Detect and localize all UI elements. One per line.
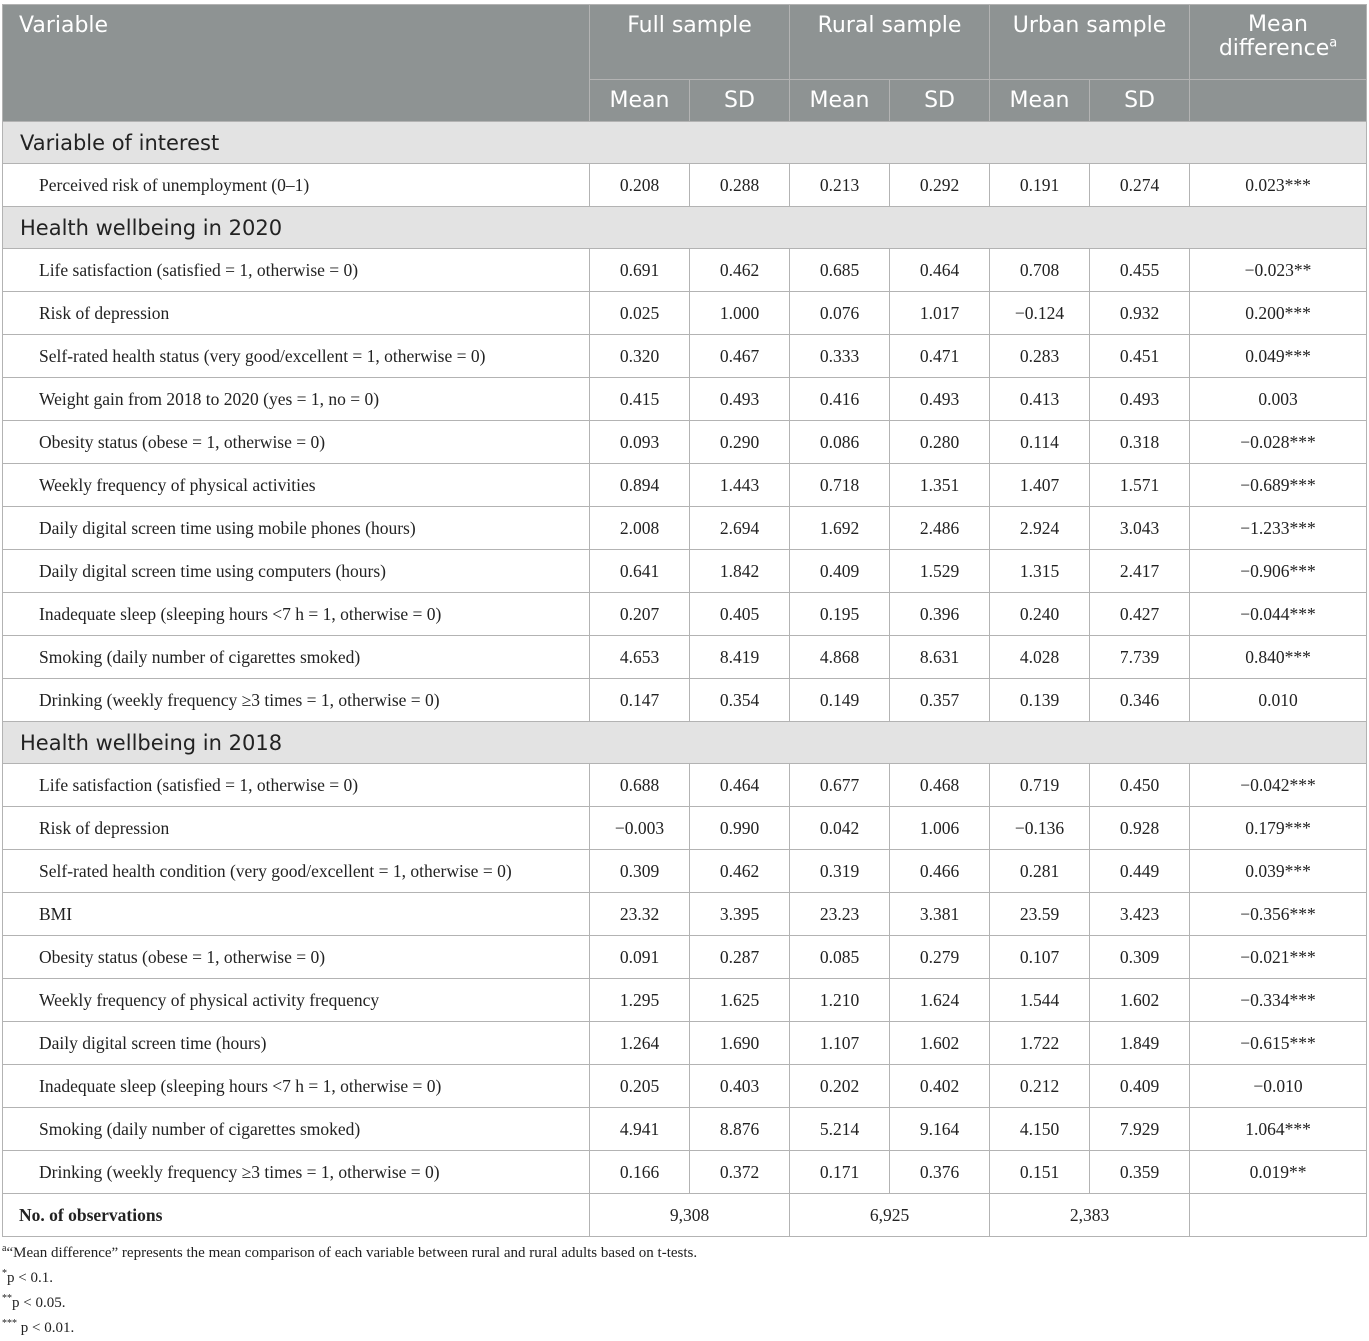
row-label: Life satisfaction (satisfied = 1, otherwise = 0) bbox=[3, 249, 590, 292]
full-sd-cell: 1.842 bbox=[690, 550, 790, 593]
full-sd-cell: 3.395 bbox=[690, 893, 790, 936]
full-sd-header: SD bbox=[690, 80, 790, 122]
row-label: Weekly frequency of physical activity frequency bbox=[3, 979, 590, 1022]
rural-sd-cell: 0.468 bbox=[890, 764, 990, 807]
mean-difference-cell: 0.840*** bbox=[1190, 636, 1367, 679]
table-row bbox=[3, 893, 1367, 936]
variable-header: Variable bbox=[3, 5, 590, 122]
row-label: Risk of depression bbox=[3, 292, 590, 335]
row-label: BMI bbox=[3, 893, 590, 936]
full-observations-cell: 9,308 bbox=[590, 1194, 790, 1237]
rural-mean-cell: 0.677 bbox=[790, 764, 890, 807]
urban-mean-cell: 0.114 bbox=[990, 421, 1090, 464]
table-body bbox=[3, 122, 1367, 1237]
full-mean-cell: 23.32 bbox=[590, 893, 690, 936]
row-label: Obesity status (obese = 1, otherwise = 0) bbox=[3, 936, 590, 979]
urban-sd-header: SD bbox=[1090, 80, 1190, 122]
full-sd-cell: 0.462 bbox=[690, 850, 790, 893]
full-mean-cell: 0.147 bbox=[590, 679, 690, 722]
rural-mean-cell: 5.214 bbox=[790, 1108, 890, 1151]
mean-difference-line2: difference bbox=[1218, 36, 1330, 61]
rural-sd-cell: 1.602 bbox=[890, 1022, 990, 1065]
urban-sd-cell: 0.928 bbox=[1090, 807, 1190, 850]
rural-sd-cell: 1.017 bbox=[890, 292, 990, 335]
mean-difference-cell: −0.356*** bbox=[1190, 893, 1367, 936]
full-mean-cell: 0.205 bbox=[590, 1065, 690, 1108]
rural-mean-cell: 0.085 bbox=[790, 936, 890, 979]
full-sample-header: Full sample bbox=[590, 5, 790, 80]
urban-sd-cell: 0.274 bbox=[1090, 164, 1190, 207]
urban-mean-cell: 0.413 bbox=[990, 378, 1090, 421]
full-mean-cell: 2.008 bbox=[590, 507, 690, 550]
section-title: Health wellbeing in 2018 bbox=[3, 722, 1367, 764]
summary-statistics-table bbox=[2, 4, 1367, 1237]
full-mean-cell: 0.025 bbox=[590, 292, 690, 335]
table-row bbox=[3, 979, 1367, 1022]
urban-mean-cell: −0.136 bbox=[990, 807, 1090, 850]
full-mean-cell: 0.309 bbox=[590, 850, 690, 893]
rural-sd-cell: 0.471 bbox=[890, 335, 990, 378]
rural-mean-cell: 0.195 bbox=[790, 593, 890, 636]
rural-mean-cell: 1.692 bbox=[790, 507, 890, 550]
mean-difference-cell: −0.023** bbox=[1190, 249, 1367, 292]
rural-mean-cell: 1.210 bbox=[790, 979, 890, 1022]
table-row bbox=[3, 421, 1367, 464]
rural-observations-cell: 6,925 bbox=[790, 1194, 990, 1237]
row-label: Self-rated health condition (very good/excellent = 1, otherwise = 0) bbox=[3, 850, 590, 893]
urban-mean-cell: 1.407 bbox=[990, 464, 1090, 507]
rural-mean-cell: 0.333 bbox=[790, 335, 890, 378]
urban-mean-cell: 0.107 bbox=[990, 936, 1090, 979]
mean-difference-cell: 0.039*** bbox=[1190, 850, 1367, 893]
urban-sd-cell: 0.309 bbox=[1090, 936, 1190, 979]
full-sd-cell: 0.354 bbox=[690, 679, 790, 722]
rural-sd-cell: 0.493 bbox=[890, 378, 990, 421]
table-row bbox=[3, 249, 1367, 292]
urban-sd-cell: 1.849 bbox=[1090, 1022, 1190, 1065]
rural-sd-cell: 0.280 bbox=[890, 421, 990, 464]
rural-sd-cell: 0.396 bbox=[890, 593, 990, 636]
footnote-text: p < 0.1. bbox=[7, 1270, 53, 1286]
row-label: Daily digital screen time (hours) bbox=[3, 1022, 590, 1065]
urban-sd-cell: 0.359 bbox=[1090, 1151, 1190, 1194]
rural-mean-cell: 0.076 bbox=[790, 292, 890, 335]
observations-row bbox=[3, 1194, 1367, 1237]
urban-mean-cell: 0.191 bbox=[990, 164, 1090, 207]
full-mean-header: Mean bbox=[590, 80, 690, 122]
urban-sd-cell: 0.318 bbox=[1090, 421, 1190, 464]
table-row bbox=[3, 807, 1367, 850]
section-title: Health wellbeing in 2020 bbox=[3, 207, 1367, 249]
urban-sd-cell: 0.455 bbox=[1090, 249, 1190, 292]
mean-difference-cell: 0.023*** bbox=[1190, 164, 1367, 207]
table-footnotes bbox=[2, 1241, 1366, 1341]
table-row bbox=[3, 636, 1367, 679]
urban-mean-cell: 4.028 bbox=[990, 636, 1090, 679]
urban-mean-cell: 1.722 bbox=[990, 1022, 1090, 1065]
rural-mean-cell: 4.868 bbox=[790, 636, 890, 679]
urban-mean-cell: 4.150 bbox=[990, 1108, 1090, 1151]
row-label: Smoking (daily number of cigarettes smoked) bbox=[3, 1108, 590, 1151]
rural-sd-cell: 9.164 bbox=[890, 1108, 990, 1151]
mean-difference-header bbox=[1190, 5, 1367, 80]
full-mean-cell: 0.691 bbox=[590, 249, 690, 292]
table-row bbox=[3, 593, 1367, 636]
footnote bbox=[2, 1241, 1366, 1266]
urban-sample-header: Urban sample bbox=[990, 5, 1190, 80]
rural-mean-cell: 0.319 bbox=[790, 850, 890, 893]
urban-mean-cell: 2.924 bbox=[990, 507, 1090, 550]
table-row bbox=[3, 550, 1367, 593]
table-row bbox=[3, 507, 1367, 550]
full-mean-cell: 0.207 bbox=[590, 593, 690, 636]
urban-sd-cell: 7.929 bbox=[1090, 1108, 1190, 1151]
table-row bbox=[3, 1065, 1367, 1108]
urban-sd-cell: 3.423 bbox=[1090, 893, 1190, 936]
full-mean-cell: 0.166 bbox=[590, 1151, 690, 1194]
footnote-mark: ** bbox=[2, 1293, 12, 1304]
table-row bbox=[3, 1151, 1367, 1194]
section-header-row bbox=[3, 722, 1367, 764]
rural-sd-cell: 8.631 bbox=[890, 636, 990, 679]
mean-difference-footnote-mark: a bbox=[1329, 35, 1338, 51]
mean-difference-subheader bbox=[1190, 80, 1367, 122]
full-mean-cell: 0.894 bbox=[590, 464, 690, 507]
full-sd-cell: 1.000 bbox=[690, 292, 790, 335]
rural-sd-cell: 3.381 bbox=[890, 893, 990, 936]
urban-sd-cell: 0.427 bbox=[1090, 593, 1190, 636]
full-sd-cell: 0.290 bbox=[690, 421, 790, 464]
urban-sd-cell: 1.571 bbox=[1090, 464, 1190, 507]
mean-difference-cell: −0.906*** bbox=[1190, 550, 1367, 593]
rural-sd-header: SD bbox=[890, 80, 990, 122]
urban-sd-cell: 2.417 bbox=[1090, 550, 1190, 593]
full-sd-cell: 1.443 bbox=[690, 464, 790, 507]
full-mean-cell: 1.264 bbox=[590, 1022, 690, 1065]
mean-difference-cell: 0.049*** bbox=[1190, 335, 1367, 378]
footnote bbox=[2, 1266, 1366, 1291]
full-sd-cell: 0.403 bbox=[690, 1065, 790, 1108]
urban-sd-cell: 3.043 bbox=[1090, 507, 1190, 550]
row-label: Weekly frequency of physical activities bbox=[3, 464, 590, 507]
full-sd-cell: 0.464 bbox=[690, 764, 790, 807]
footnote-text: p < 0.01. bbox=[17, 1320, 75, 1336]
mean-difference-cell: 0.010 bbox=[1190, 679, 1367, 722]
urban-mean-cell: 0.151 bbox=[990, 1151, 1090, 1194]
full-mean-cell: 0.093 bbox=[590, 421, 690, 464]
rural-mean-cell: 0.149 bbox=[790, 679, 890, 722]
rural-sd-cell: 1.351 bbox=[890, 464, 990, 507]
rural-sd-cell: 0.279 bbox=[890, 936, 990, 979]
rural-mean-cell: 0.202 bbox=[790, 1065, 890, 1108]
observations-label: No. of observations bbox=[3, 1194, 590, 1237]
urban-mean-cell: 0.212 bbox=[990, 1065, 1090, 1108]
rural-sd-cell: 0.402 bbox=[890, 1065, 990, 1108]
table-row bbox=[3, 378, 1367, 421]
mean-difference-cell: 0.179*** bbox=[1190, 807, 1367, 850]
full-mean-cell: 0.641 bbox=[590, 550, 690, 593]
urban-observations-cell: 2,383 bbox=[990, 1194, 1190, 1237]
observations-blank-cell bbox=[1190, 1194, 1367, 1237]
row-label: Inadequate sleep (sleeping hours <7 h = 1, otherwise = 0) bbox=[3, 593, 590, 636]
mean-difference-cell: −0.021*** bbox=[1190, 936, 1367, 979]
urban-mean-cell: 0.281 bbox=[990, 850, 1090, 893]
full-sd-cell: 8.419 bbox=[690, 636, 790, 679]
mean-difference-line1: Mean bbox=[1248, 12, 1308, 37]
urban-mean-cell: 1.544 bbox=[990, 979, 1090, 1022]
table-row bbox=[3, 1022, 1367, 1065]
rural-sample-header: Rural sample bbox=[790, 5, 990, 80]
full-sd-cell: 0.372 bbox=[690, 1151, 790, 1194]
urban-sd-cell: 0.409 bbox=[1090, 1065, 1190, 1108]
section-header-row bbox=[3, 122, 1367, 164]
full-sd-cell: 2.694 bbox=[690, 507, 790, 550]
table-row bbox=[3, 164, 1367, 207]
table-row bbox=[3, 764, 1367, 807]
urban-sd-cell: 0.932 bbox=[1090, 292, 1190, 335]
row-label: Weight gain from 2018 to 2020 (yes = 1, no = 0) bbox=[3, 378, 590, 421]
mean-difference-cell: −0.010 bbox=[1190, 1065, 1367, 1108]
mean-difference-cell: 0.200*** bbox=[1190, 292, 1367, 335]
table-row bbox=[3, 335, 1367, 378]
footnote bbox=[2, 1291, 1366, 1316]
mean-difference-cell: −0.689*** bbox=[1190, 464, 1367, 507]
full-sd-cell: 0.990 bbox=[690, 807, 790, 850]
rural-sd-cell: 0.357 bbox=[890, 679, 990, 722]
urban-sd-cell: 0.493 bbox=[1090, 378, 1190, 421]
full-mean-cell: 0.415 bbox=[590, 378, 690, 421]
full-mean-cell: −0.003 bbox=[590, 807, 690, 850]
rural-sd-cell: 0.464 bbox=[890, 249, 990, 292]
row-label: Drinking (weekly frequency ≥3 times = 1, otherwise = 0) bbox=[3, 1151, 590, 1194]
rural-sd-cell: 0.466 bbox=[890, 850, 990, 893]
urban-mean-header: Mean bbox=[990, 80, 1090, 122]
row-label: Life satisfaction (satisfied = 1, otherwise = 0) bbox=[3, 764, 590, 807]
full-mean-cell: 0.208 bbox=[590, 164, 690, 207]
rural-mean-cell: 0.171 bbox=[790, 1151, 890, 1194]
urban-mean-cell: 0.240 bbox=[990, 593, 1090, 636]
row-label: Drinking (weekly frequency ≥3 times = 1, otherwise = 0) bbox=[3, 679, 590, 722]
urban-sd-cell: 0.451 bbox=[1090, 335, 1190, 378]
section-header-row bbox=[3, 207, 1367, 249]
footnote-mark: *** bbox=[2, 1318, 17, 1329]
rural-mean-cell: 0.416 bbox=[790, 378, 890, 421]
mean-difference-cell: −0.334*** bbox=[1190, 979, 1367, 1022]
urban-sd-cell: 1.602 bbox=[1090, 979, 1190, 1022]
full-mean-cell: 0.320 bbox=[590, 335, 690, 378]
rural-mean-cell: 0.086 bbox=[790, 421, 890, 464]
full-sd-cell: 1.690 bbox=[690, 1022, 790, 1065]
full-sd-cell: 0.493 bbox=[690, 378, 790, 421]
mean-difference-cell: −0.044*** bbox=[1190, 593, 1367, 636]
urban-sd-cell: 0.450 bbox=[1090, 764, 1190, 807]
footnote-text: “Mean difference” represents the mean comparison of each variable between rural and rural adults based on t-tests. bbox=[6, 1245, 698, 1261]
full-mean-cell: 0.688 bbox=[590, 764, 690, 807]
table-row bbox=[3, 679, 1367, 722]
rural-sd-cell: 0.292 bbox=[890, 164, 990, 207]
footnote-mark: a bbox=[2, 1243, 7, 1254]
full-sd-cell: 8.876 bbox=[690, 1108, 790, 1151]
full-sd-cell: 1.625 bbox=[690, 979, 790, 1022]
table-header bbox=[3, 5, 1367, 122]
row-label: Daily digital screen time using mobile phones (hours) bbox=[3, 507, 590, 550]
footnote-mark: * bbox=[2, 1268, 7, 1279]
row-label: Obesity status (obese = 1, otherwise = 0) bbox=[3, 421, 590, 464]
rural-sd-cell: 1.624 bbox=[890, 979, 990, 1022]
rural-mean-cell: 0.685 bbox=[790, 249, 890, 292]
table-container bbox=[2, 4, 1366, 1341]
rural-mean-cell: 1.107 bbox=[790, 1022, 890, 1065]
urban-sd-cell: 7.739 bbox=[1090, 636, 1190, 679]
rural-mean-cell: 0.213 bbox=[790, 164, 890, 207]
table-row bbox=[3, 1108, 1367, 1151]
mean-difference-cell: −1.233*** bbox=[1190, 507, 1367, 550]
full-mean-cell: 4.653 bbox=[590, 636, 690, 679]
footnote-text: p < 0.05. bbox=[12, 1295, 66, 1311]
mean-difference-cell: 0.019** bbox=[1190, 1151, 1367, 1194]
urban-sd-cell: 0.346 bbox=[1090, 679, 1190, 722]
table-row bbox=[3, 464, 1367, 507]
urban-mean-cell: −0.124 bbox=[990, 292, 1090, 335]
full-sd-cell: 0.405 bbox=[690, 593, 790, 636]
rural-sd-cell: 1.006 bbox=[890, 807, 990, 850]
urban-sd-cell: 0.449 bbox=[1090, 850, 1190, 893]
urban-mean-cell: 0.708 bbox=[990, 249, 1090, 292]
table-row bbox=[3, 936, 1367, 979]
row-label: Daily digital screen time using computers (hours) bbox=[3, 550, 590, 593]
full-mean-cell: 1.295 bbox=[590, 979, 690, 1022]
full-sd-cell: 0.467 bbox=[690, 335, 790, 378]
mean-difference-cell: −0.615*** bbox=[1190, 1022, 1367, 1065]
full-sd-cell: 0.288 bbox=[690, 164, 790, 207]
rural-mean-cell: 23.23 bbox=[790, 893, 890, 936]
rural-mean-cell: 0.409 bbox=[790, 550, 890, 593]
row-label: Inadequate sleep (sleeping hours <7 h = 1, otherwise = 0) bbox=[3, 1065, 590, 1108]
section-title: Variable of interest bbox=[3, 122, 1367, 164]
full-mean-cell: 4.941 bbox=[590, 1108, 690, 1151]
rural-sd-cell: 1.529 bbox=[890, 550, 990, 593]
rural-mean-cell: 0.042 bbox=[790, 807, 890, 850]
row-label: Self-rated health status (very good/excellent = 1, otherwise = 0) bbox=[3, 335, 590, 378]
table-row bbox=[3, 850, 1367, 893]
rural-mean-cell: 0.718 bbox=[790, 464, 890, 507]
rural-mean-header: Mean bbox=[790, 80, 890, 122]
mean-difference-cell: −0.028*** bbox=[1190, 421, 1367, 464]
row-label: Smoking (daily number of cigarettes smoked) bbox=[3, 636, 590, 679]
mean-difference-cell: −0.042*** bbox=[1190, 764, 1367, 807]
full-sd-cell: 0.287 bbox=[690, 936, 790, 979]
mean-difference-cell: 1.064*** bbox=[1190, 1108, 1367, 1151]
urban-mean-cell: 0.283 bbox=[990, 335, 1090, 378]
urban-mean-cell: 0.139 bbox=[990, 679, 1090, 722]
row-label: Risk of depression bbox=[3, 807, 590, 850]
urban-mean-cell: 1.315 bbox=[990, 550, 1090, 593]
full-sd-cell: 0.462 bbox=[690, 249, 790, 292]
full-mean-cell: 0.091 bbox=[590, 936, 690, 979]
row-label: Perceived risk of unemployment (0–1) bbox=[3, 164, 590, 207]
footnote bbox=[2, 1316, 1366, 1341]
rural-sd-cell: 2.486 bbox=[890, 507, 990, 550]
table-row bbox=[3, 292, 1367, 335]
mean-difference-cell: 0.003 bbox=[1190, 378, 1367, 421]
urban-mean-cell: 23.59 bbox=[990, 893, 1090, 936]
rural-sd-cell: 0.376 bbox=[890, 1151, 990, 1194]
urban-mean-cell: 0.719 bbox=[990, 764, 1090, 807]
